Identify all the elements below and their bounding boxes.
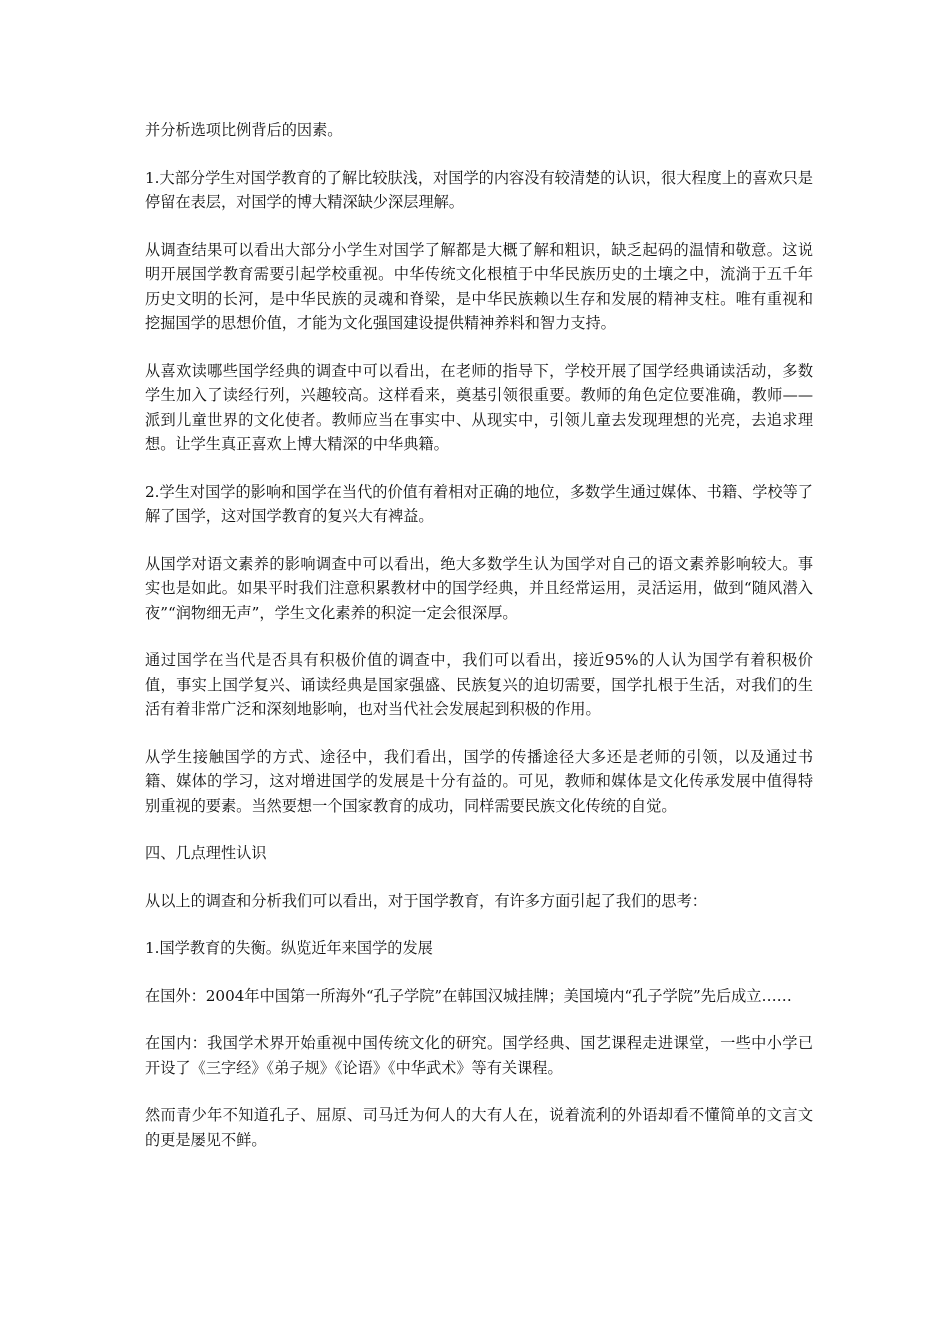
- document-page: [145, 118, 813, 1175]
- paragraph-youth: 然而青少年不知道孔子、屈原、司马迁为何人的大有人在，说着流利的外语却看不懂简单的文言文的更是屡见不鲜。: [145, 1106, 813, 1149]
- paragraph-abroad: 在国外：2004年中国第一所海外“孔子学院”在韩国汉城挂牌；美国境内“孔子学院”先后成立……: [145, 986, 792, 1005]
- paragraph-analysis-literacy: 从国学对语文素养的影响调查中可以看出，绝大多数学生认为国学对自己的语文素养影响较大。事实也是如此。如果平时我们注意积累教材中的国学经典，并且经常运用，灵活运用，做到“随风潜入夜”“润物细无声”，学生文化素养的积淀一定会很深厚。: [145, 554, 813, 622]
- paragraph-finding-2: 2.学生对国学的影响和国学在当代的价值有着相对正确的地位，多数学生通过媒体、书籍、学校等了解了国学，这对国学教育的复兴大有裨益。: [145, 482, 813, 525]
- paragraph-domestic: 在国内：我国学术界开始重视中国传统文化的研究。国学经典、国艺课程走进课堂，一些中小学已开设了《三字经》《弟子规》《论语》《中华武术》等有关课程。: [145, 1034, 813, 1077]
- paragraph-analysis-understanding: 从调查结果可以看出大部分小学生对国学了解都是大概了解和粗识，缺乏起码的温情和敬意。这说明开展国学教育需要引起学校重视。中华传统文化根植于中华民族历史的土壤之中，流淌于五千年历史文明的长河，是中华民族的灵魂和脊梁，是中华民族赖以生存和发展的精神支柱。唯有重视和挖掘国学的思想价值，才能为文化强国建设提供精神养料和智力支持。: [145, 240, 813, 332]
- paragraph-analysis-classics-reading: 从喜欢读哪些国学经典的调查中可以看出，在老师的指导下，学校开展了国学经典诵读活动，多数学生加入了读经行列，兴趣较高。这样看来，奠基引领很重要。教师的角色定位要准确，教师——派到儿童世界的文化使者。教师应当在事实中、从现实中，引领儿童去发现理想的光亮，去追求理想。让学生真正喜欢上博大精深的中华典籍。: [145, 361, 813, 453]
- paragraph-analysis-value: 通过国学在当代是否具有积极价值的调查中，我们可以看出，接近95%的人认为国学有着积极价值，事实上国学复兴、诵读经典是国家强盛、民族复兴的迫切需要，国学扎根于生活，对我们的生活有着非常广泛和深刻地影响，也对当代社会发展起到积极的作用。: [145, 651, 813, 718]
- paragraph-point-1: 1.国学教育的失衡。纵览近年来国学的发展: [145, 939, 433, 957]
- paragraph-intro-continuation: 并分析选项比例背后的因素。: [145, 121, 343, 139]
- paragraph-finding-1: 1.大部分学生对国学教育的了解比较肤浅，对国学的内容没有较清楚的认识，很大程度上的喜欢只是停留在表层，对国学的博大精深缺少深层理解。: [145, 168, 813, 211]
- section-heading-4: 四、几点理性认识: [145, 844, 267, 862]
- paragraph-analysis-channels: 从学生接触国学的方式、途径中，我们看出，国学的传播途径大多还是老师的引领，以及通过书籍、媒体的学习，这对增进国学的发展是十分有益的。可见，教师和媒体是文化传承发展中值得特别重视的要素。当然要想一个国家教育的成功，同样需要民族文化传统的自觉。: [145, 747, 813, 815]
- paragraph-reflection-intro: 从以上的调查和分析我们可以看出，对于国学教育，有许多方面引起了我们的思考：: [145, 891, 707, 910]
